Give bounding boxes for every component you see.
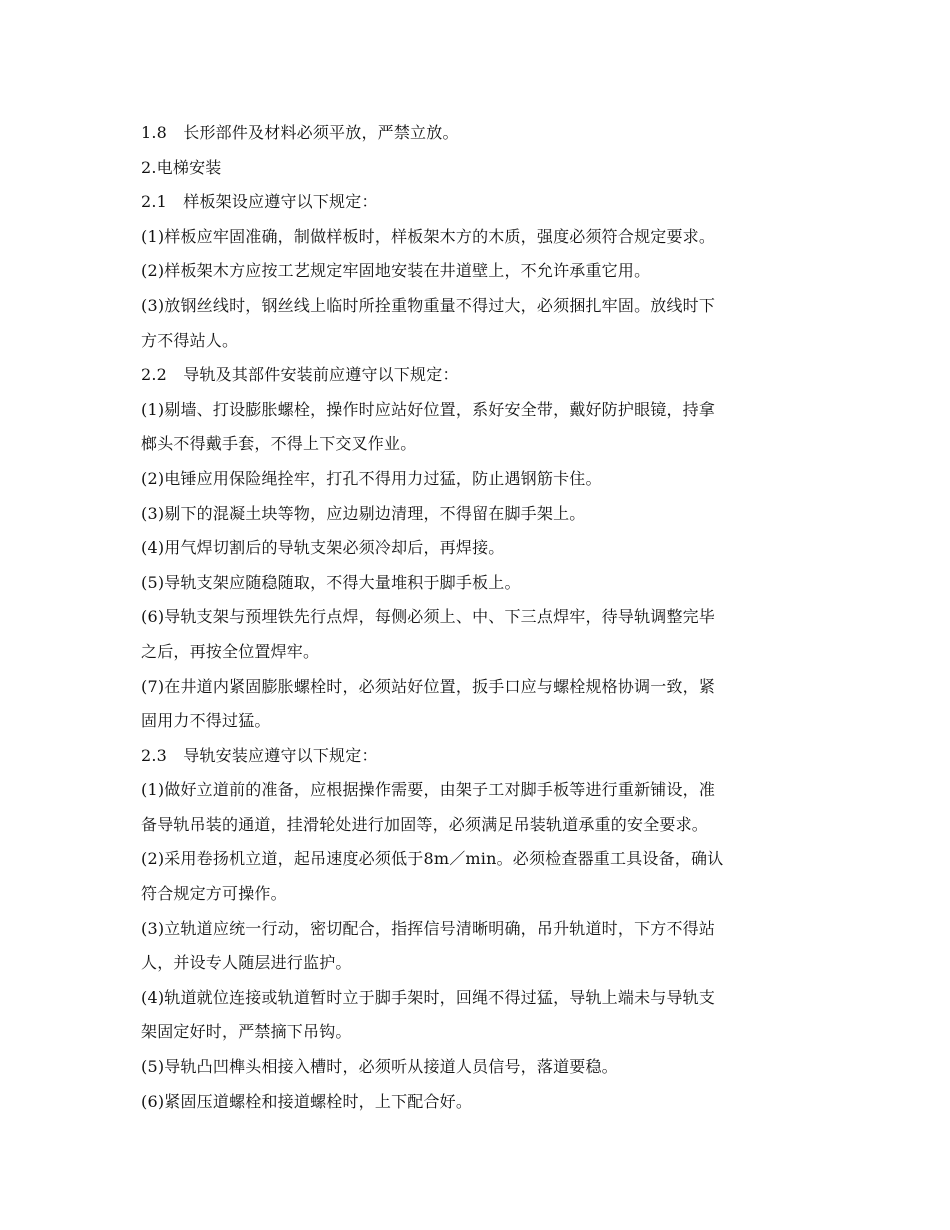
paragraph-line: (7)在井道内紧固膨胀螺栓时，必须站好位置，扳手口应与螺栓规格协调一致，紧	[141, 676, 716, 696]
paragraph-line: (6)紧固压道螺栓和接道螺栓时，上下配合好。	[141, 1091, 473, 1111]
document-body	[141, 116, 811, 1119]
paragraph-line: 方不得站人。	[141, 330, 239, 350]
section-heading-2: 2.电梯安装	[141, 157, 222, 177]
paragraph-line: (3)放钢丝线时，钢丝线上临时所拴重物重量不得过大，必须捆扎牢固。放线时下	[141, 295, 716, 315]
paragraph-line: (3)立轨道应统一行动，密切配合，指挥信号清晰明确，吊升轨道时，下方不得站	[141, 918, 716, 938]
paragraph-line: (6)导轨支架与预埋铁先行点焊，每侧必须上、中、下三点焊牢，待导轨调整完毕	[141, 607, 716, 627]
paragraph-line: (5)导轨支架应随稳随取，不得大量堆积于脚手板上。	[141, 572, 521, 592]
paragraph-line: (1)剔墙、打设膨胀螺栓，操作时应站好位置，系好安全带，戴好防护眼镜，持拿	[141, 399, 716, 419]
paragraph-line: (4)轨道就位连接或轨道暂时立于脚手架时，回绳不得过猛，导轨上端未与导轨支	[141, 987, 716, 1007]
paragraph-line: 备导轨吊装的通道，挂滑轮处进行加固等，必须满足吊装轨道承重的安全要求。	[141, 814, 709, 834]
section-heading-2-3: 2.3 导轨安装应遵守以下规定：	[141, 745, 378, 765]
section-heading-1-8: 1.8 长形部件及材料必须平放，严禁立放。	[141, 123, 459, 142]
paragraph-line: (4)用气焊切割后的导轨支架必须冷却后，再焊接。	[141, 538, 505, 558]
paragraph-line: 符合规定方可操作。	[141, 884, 287, 904]
paragraph-line: (1)做好立道前的准备，应根据操作需要，由架子工对脚手板等进行重新铺设，准	[141, 780, 716, 800]
paragraph-line: (2)电锤应用保险绳拴牢，打孔不得用力过猛，防止遇钢筋卡住。	[141, 468, 602, 488]
paragraph-line: 榔头不得戴手套，不得上下交叉作业。	[141, 434, 417, 454]
paragraph-line: (3)剔下的混凝土块等物，应边剔边清理，不得留在脚手架上。	[141, 503, 586, 523]
section-heading-2-2: 2.2 导轨及其部件安装前应遵守以下规定：	[141, 365, 459, 385]
section-heading-2-1: 2.1 样板架设应遵守以下规定：	[141, 192, 378, 212]
paragraph-line: (2)样板架木方应按工艺规定牢固地安装在井道壁上，不允许承重它用。	[141, 261, 651, 281]
paragraph-line: (5)导轨凸凹榫头相接入槽时，必须听从接道人员信号，落道要稳。	[141, 1057, 618, 1077]
paragraph-line: 架固定好时，严禁摘下吊钩。	[141, 1022, 352, 1042]
paragraph-line: 之后，再按全位置焊牢。	[141, 641, 320, 661]
paragraph-line: 固用力不得过猛。	[141, 711, 271, 731]
paragraph-line: 人，并设专人随层进行监护。	[141, 953, 352, 973]
paragraph-line: (1)样板应牢固准确，制做样板时，样板架木方的木质，强度必须符合规定要求。	[141, 226, 716, 246]
paragraph-line: (2)采用卷扬机立道，起吊速度必须低于8m／min。必须检查器重工具设备，确认	[141, 849, 724, 869]
